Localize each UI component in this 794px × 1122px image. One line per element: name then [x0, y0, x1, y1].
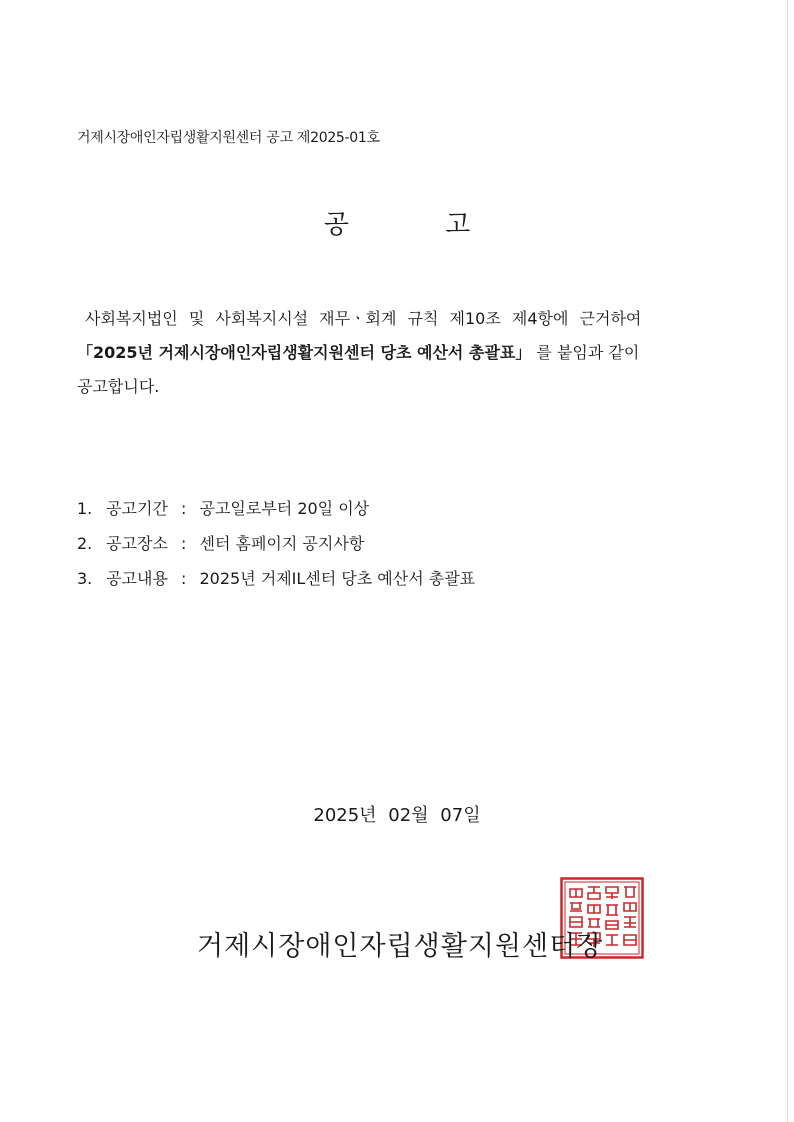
notice-title: 공 고 [323, 210, 515, 240]
notice-items [77, 491, 475, 596]
item-label: 공고장소 [106, 534, 168, 553]
body-line-2 [77, 336, 722, 370]
notice-item-content [77, 561, 475, 596]
item-number: 2. [77, 534, 93, 553]
item-label: 공고내용 [106, 569, 168, 588]
item-number: 1. [77, 499, 93, 518]
notice-number: 거제시장애인자립생활지원센터 공고 제2025-01호 [77, 130, 380, 146]
item-colon: : [181, 534, 187, 553]
item-label: 공고기간 [106, 499, 168, 518]
item-number: 3. [77, 569, 93, 588]
page-edge-line [787, 0, 788, 1122]
body-line-1: 사회복지법인 및 사회복지시설 재무ㆍ회계 규칙 제10조 제4항에 근거하여 [85, 309, 642, 328]
item-value: 2025년 거제IL센터 당초 예산서 총괄표 [199, 569, 476, 588]
item-value: 센터 홈페이지 공지사항 [199, 534, 365, 553]
notice-item-place [77, 526, 475, 561]
notice-item-period [77, 491, 475, 526]
notice-body [77, 302, 722, 404]
item-colon: : [181, 499, 187, 518]
item-value: 공고일로부터 20일 이상 [199, 499, 370, 518]
signer-name: 거제시장애인자립생활지원센터장 [197, 931, 604, 962]
body-line-2-rest: 를 붙임과 같이 [536, 343, 640, 362]
notice-date: 2025년 02월 07일 [313, 805, 481, 826]
body-line-3: 공고합니다. [77, 377, 160, 396]
item-colon: : [181, 569, 187, 588]
body-bold-title: 「2025년 거제시장애인자립생활지원센터 당초 예산서 총괄표」 [77, 343, 532, 362]
